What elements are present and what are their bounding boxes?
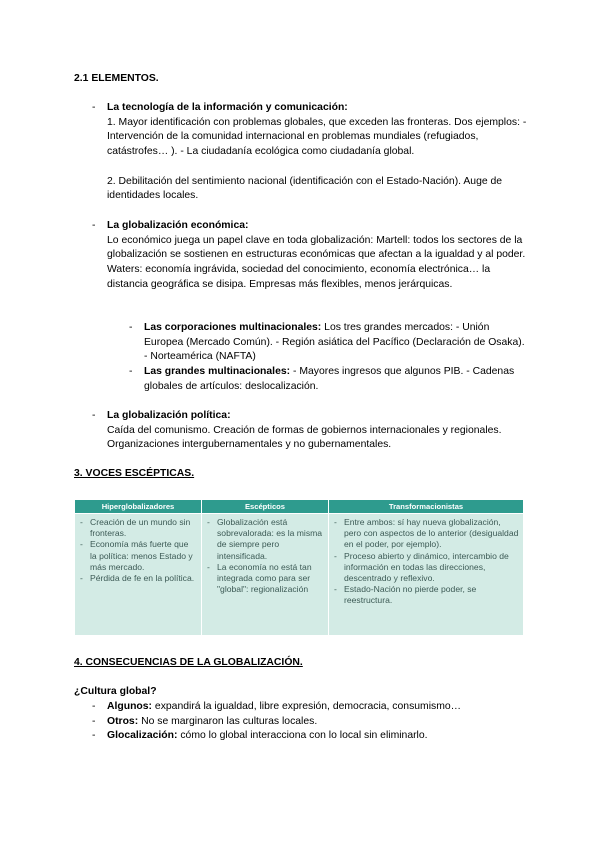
table-list-item: - La economía no está tan integrada como para ser "global": regionalización (206, 562, 324, 596)
table-list-item: - Estado-Nación no pierde poder, se reestructura. (333, 584, 519, 606)
bullet-dash: - (92, 701, 96, 712)
tecnologia-point-1: 1. Mayor identificación con problemas globales, que exceden las fronteras. Dos ejemplos: - Intervención de la comunidad internacional en problemas mundiales (refugiados, catástrofes… ). - La ciudadanía ecológica como ciudadanía global. (107, 116, 527, 158)
multinacionales-text: - Mayores ingresos que algunos PIB. - Cadenas globales de artículos: deslocalización. (144, 366, 515, 392)
bullet-dash: - (92, 730, 96, 742)
table-cell-hiperglobalizadores (75, 514, 202, 636)
table-list-item: - Creación de un mundo sin fronteras. (79, 517, 197, 539)
cultura-global-question: ¿Cultura global? (74, 686, 157, 697)
bullet-dash: - (92, 220, 96, 231)
tecnologia-block (107, 101, 527, 204)
politica-block (107, 409, 527, 453)
bullet-dash: - (92, 410, 96, 421)
table-header-hiperglobalizadores: Hiperglobalizadores (75, 500, 202, 514)
item-text: No se marginaron las culturas locales. (138, 715, 318, 727)
politica-heading: La globalización política: (107, 410, 231, 421)
table-header-escepticos: Escépticos (202, 500, 329, 514)
section-4-title: 4. CONSECUENCIAS DE LA GLOBALIZACIÓN. (74, 657, 303, 668)
list-item (107, 700, 527, 715)
table-list-item: - Entre ambos: sí hay nueva globalización, pero con aspectos de lo anterior (desigualdad en el poder, por ejemplo). (333, 517, 519, 551)
multinacionales-label: Las grandes multinacionales: (144, 366, 291, 377)
list-item (107, 729, 527, 744)
multinacionales-item (144, 365, 528, 394)
item-text: cómo lo global interacciona con lo local sin eliminarlo. (177, 730, 428, 742)
table-list-item: - Globalización está sobrevalorada: es la misma de siempre pero intensificada. (206, 517, 324, 562)
bullet-dash: - (129, 366, 133, 377)
economica-block (107, 219, 527, 293)
bullet-dash: - (92, 102, 96, 113)
list-item (107, 715, 527, 730)
tecnologia-point-2: 2. Debilitación del sentimiento nacional (identificación con el Estado-Nación). Auge de identidades locales. (107, 175, 503, 202)
corporaciones-label: Las corporaciones multinacionales: (144, 322, 322, 333)
table-cell-transformacionistas (329, 514, 524, 636)
item-text: expandirá la igualdad, libre expresión, democracia, consumismo… (152, 701, 462, 712)
corporaciones-text: Los tres grandes mercados: - Unión Europea (Mercado Común). - Región asiática del Pacífico (Declaración de Osaka). - Norteamérica (NAFTA) (144, 322, 525, 363)
table-list-item: - Pérdida de fe en la política. (79, 573, 197, 584)
section-3-title: 3. VOCES ESCÉPTICAS. (74, 468, 195, 479)
politica-paragraph: Caída del comunismo. Creación de formas de gobiernos internacionales y regionales. Organizaciones intergubernamentales y no gubernamentales. (107, 424, 502, 451)
corporaciones-item (144, 321, 528, 365)
bullet-dash: - (92, 715, 96, 727)
item-label: Algunos: (107, 701, 153, 712)
item-label: Otros: (107, 715, 139, 727)
item-label: Glocalización: (107, 730, 178, 742)
economica-heading: La globalización económica: (107, 220, 249, 231)
section-2-1-title: 2.1 ELEMENTOS. (74, 73, 159, 84)
table-list-item: - Proceso abierto y dinámico, intercambio de información en todas las direcciones, descentrado y reflexivo. (333, 551, 519, 585)
tecnologia-heading: La tecnología de la información y comunicación: (107, 102, 348, 113)
table-cell-escepticos (202, 514, 329, 636)
bullet-dash: - (129, 322, 133, 333)
economica-paragraph: Lo económico juega un papel clave en toda globalización: Martell: todos los sectores de la globalización se sostienen en estructuras económicas que afectan a la igualdad y al poder. Waters: economía ingrávida, sociedad del conocimiento, economía electrónica… la distancia geográfica se disipa. Empresas más flexibles, menos jerárquicas. (107, 234, 526, 290)
table-header-transformacionistas: Transformacionistas (329, 500, 524, 514)
voces-escepticas-table (74, 499, 524, 636)
table-list-item: - Economía más fuerte que la política: menos Estado y más mercado. (79, 539, 197, 573)
